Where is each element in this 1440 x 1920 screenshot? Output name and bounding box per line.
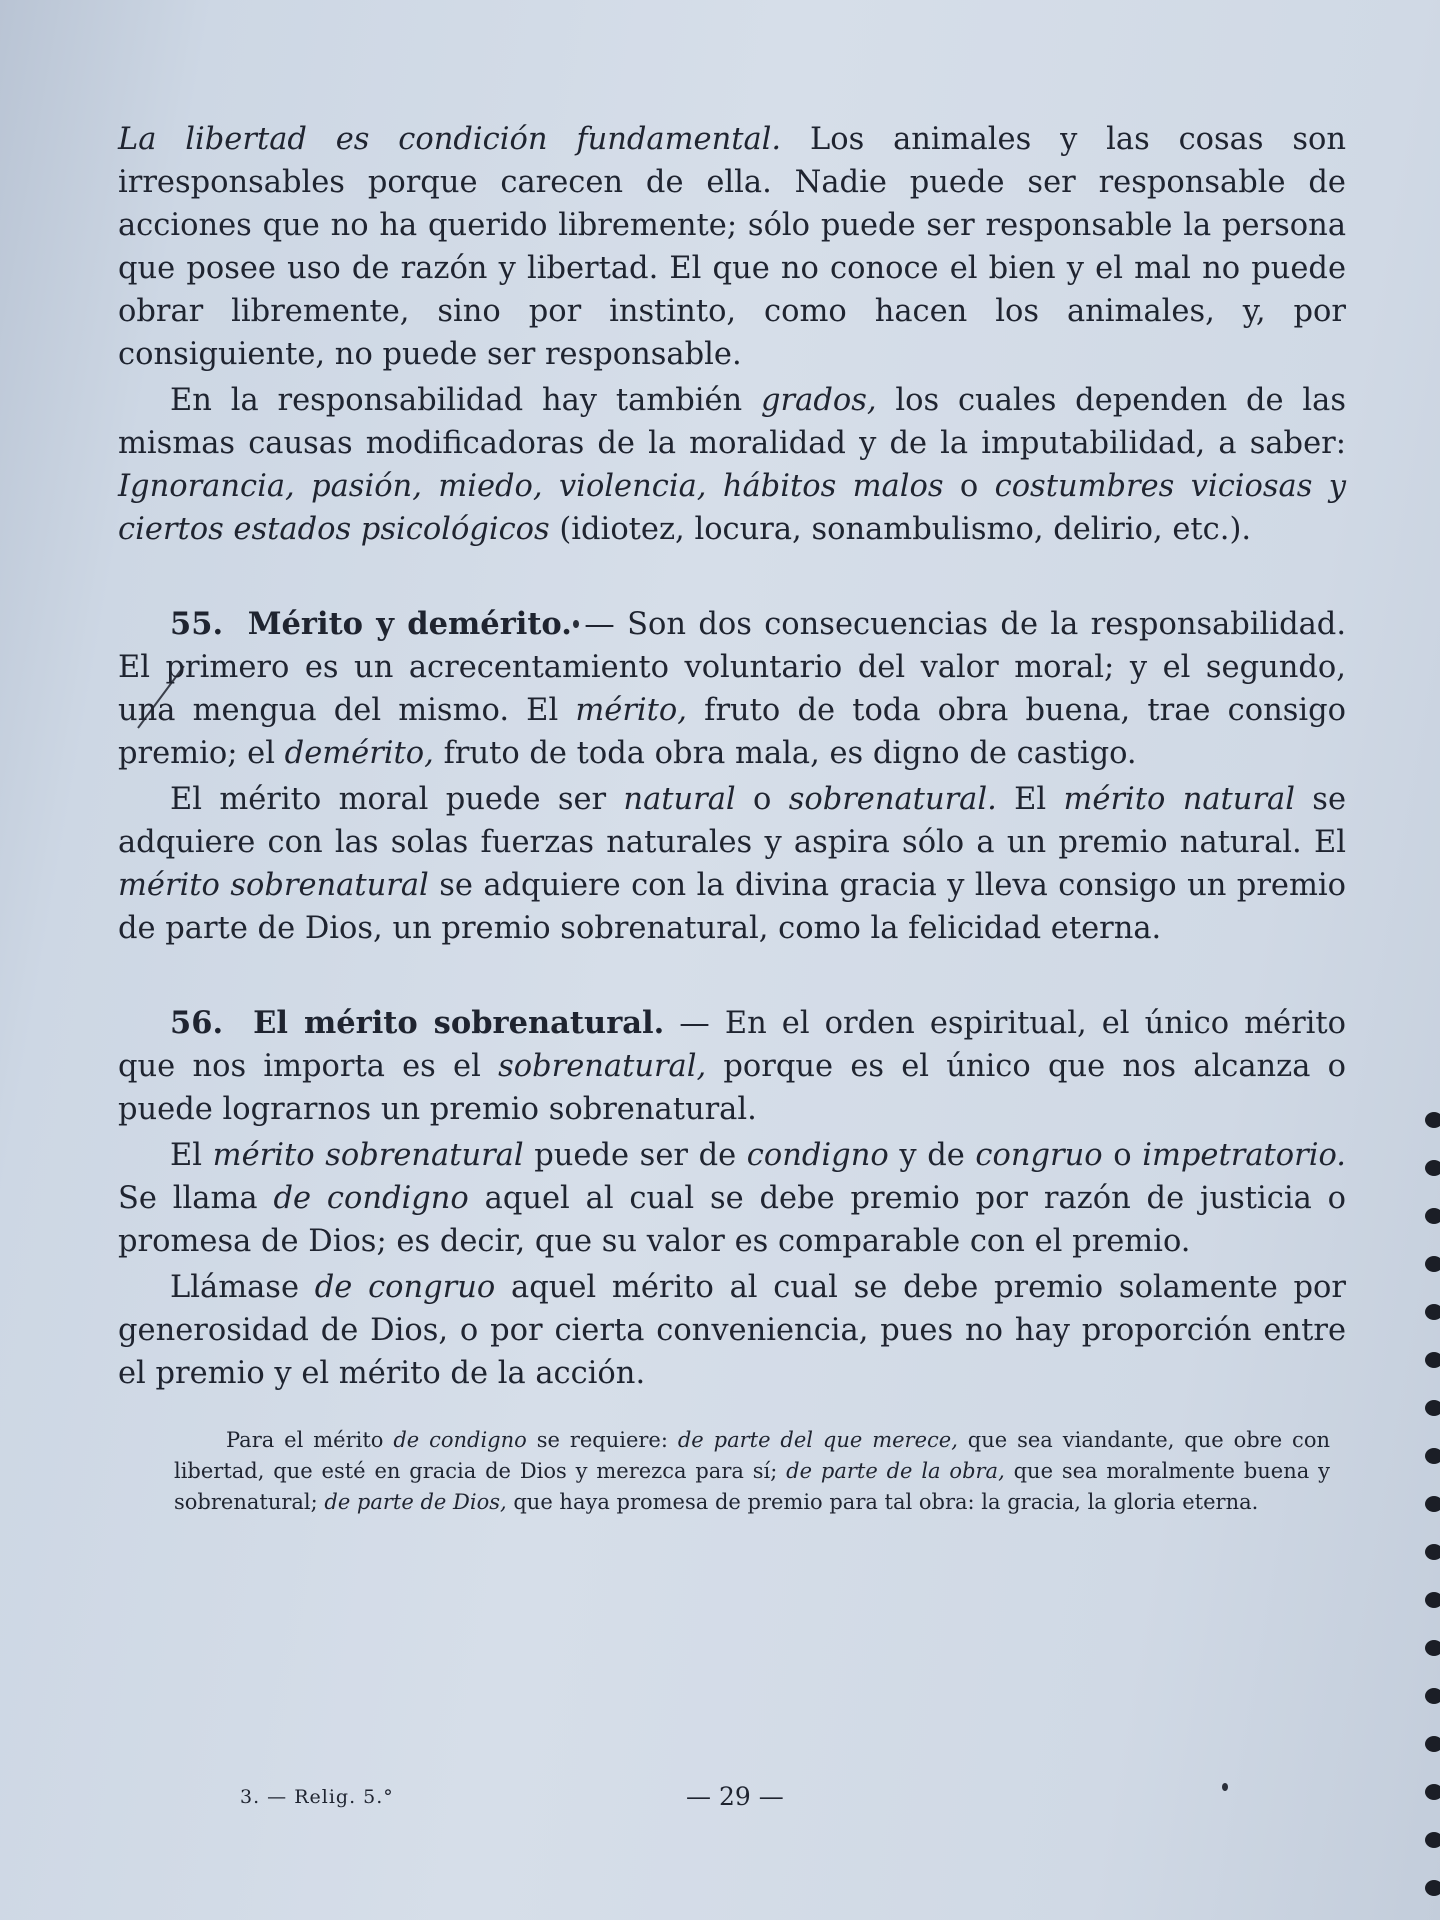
text-run: fruto de toda obra buena, trae consigo premio; el bbox=[118, 693, 1347, 771]
text-run: Los animales y las cosas son irresponsables porque carecen de ella. Nadie puede ser responsable de acciones que no ha querido libremente; sólo puede ser responsable la persona que posee uso de razón y libertad. El que no conoce el bien y el mal no puede obrar libremente, sino por instinto, como hacen los animales, y, por consiguiente, no puede ser responsable. bbox=[118, 122, 1347, 372]
text-run: porque es el único que nos alcanza o puede lograrnos un premio sobrenatural. bbox=[118, 1049, 1346, 1127]
page-number: — 29 — bbox=[686, 1782, 784, 1811]
italic-text: de parte de la obra, bbox=[786, 1459, 1005, 1483]
text-run: fruto de toda obra mala, es digno de castigo. bbox=[433, 736, 1137, 771]
section-55-title: Mérito y demérito. bbox=[247, 606, 572, 642]
italic-text: de condigno bbox=[273, 1181, 469, 1216]
footnote bbox=[118, 1425, 1346, 1518]
italic-text: mérito natural bbox=[1063, 782, 1295, 817]
section-56-first-paragraph bbox=[118, 1002, 1346, 1131]
italic-text: natural bbox=[623, 782, 736, 817]
text-run: (idiotez, locura, sonambulismo, delirio, etc.). bbox=[549, 512, 1252, 547]
paragraph-condigno bbox=[118, 1134, 1346, 1263]
text-run: En la responsabilidad hay también bbox=[170, 383, 762, 418]
text-run: aquel al cual se debe premio por razón de justicia o promesa de Dios; es decir, que su valor es comparable con el premio. bbox=[118, 1181, 1346, 1259]
italic-text: costumbres viciosas y ciertos estados psicológicos bbox=[118, 469, 1346, 547]
text-run: — Son dos consecuencias de la responsabilidad. El primero es un acrecentamiento voluntario del valor moral; y el segundo, una mengua del mismo. El bbox=[118, 607, 1347, 728]
italic-text: congruo bbox=[975, 1138, 1103, 1173]
text-run: se adquiere con las solas fuerzas naturales y aspira sólo a un premio natural. El bbox=[118, 782, 1346, 860]
italic-text: mérito, bbox=[575, 693, 687, 728]
text-run: o bbox=[943, 469, 995, 504]
section-56-title: El mérito sobrenatural. bbox=[253, 1005, 665, 1041]
main-text bbox=[118, 118, 1346, 1518]
text-run: El bbox=[170, 1138, 213, 1173]
italic-text: Ignorancia, pasión, miedo, violencia, hábitos malos bbox=[118, 469, 944, 504]
page-footer bbox=[0, 1782, 1440, 1822]
italic-text: de congruo bbox=[314, 1270, 496, 1305]
spiral-binding bbox=[1410, 1110, 1440, 1920]
italic-text: sobrenatural, bbox=[498, 1049, 707, 1084]
italic-text: de condigno bbox=[393, 1428, 527, 1452]
text-run: y de bbox=[888, 1138, 976, 1173]
section-56-number: 56. bbox=[170, 1005, 224, 1041]
italic-text: mérito sobrenatural bbox=[118, 868, 429, 903]
paragraph-merito-moral bbox=[118, 778, 1346, 950]
text-run: los cuales dependen de las mismas causas modificadoras de la moralidad y de la imputabilidad, a saber: bbox=[118, 383, 1346, 461]
paragraph-libertad bbox=[118, 118, 1346, 376]
text-run: se adquiere con la divina gracia y lleva consigo un premio de parte de Dios, un premio sobrenatural, como la felicidad eterna. bbox=[118, 868, 1346, 946]
italic-text: condigno bbox=[746, 1138, 889, 1173]
text-run: Llámase bbox=[170, 1270, 315, 1305]
text-run: — En el orden espiritual, el único mérito que nos importa es el bbox=[118, 1006, 1347, 1084]
signature-mark: 3. — Relig. 5.° bbox=[240, 1786, 394, 1808]
italic-text: La libertad es condición fundamental. bbox=[118, 122, 782, 157]
text-run: o bbox=[735, 782, 789, 817]
italic-text: sobrenatural. bbox=[788, 782, 997, 817]
text-run: El mérito moral puede ser bbox=[170, 782, 624, 817]
italic-text: demérito, bbox=[284, 736, 434, 771]
italic-text: grados, bbox=[761, 383, 877, 418]
text-run: aquel mérito al cual se debe premio solamente por generosidad de Dios, o por cierta conveniencia, pues no hay proporción entre el premio y el mérito de la acción. bbox=[118, 1270, 1346, 1391]
section-55-first-paragraph bbox=[118, 603, 1346, 775]
italic-text: impetratorio. bbox=[1142, 1138, 1346, 1173]
text-run: se requiere: bbox=[526, 1428, 678, 1452]
text-run: Se llama bbox=[118, 1181, 274, 1216]
text-run: El bbox=[996, 782, 1064, 817]
text-run: puede ser de bbox=[523, 1138, 747, 1173]
italic-text: de parte del que merece, bbox=[677, 1428, 958, 1452]
text-run: que sea moralmente buena y sobrenatural; bbox=[174, 1459, 1330, 1514]
italic-text: mérito sobrenatural bbox=[212, 1138, 524, 1173]
text-run: que sea viandante, que obre con libertad, que esté en gracia de Dios y merezca para sí; bbox=[174, 1428, 1330, 1483]
section-55-number: 55. bbox=[170, 606, 224, 642]
text-run: Para el mérito bbox=[226, 1428, 394, 1452]
paragraph-grados bbox=[118, 379, 1346, 551]
text-run: que haya promesa de premio para tal obra: la gracia, la gloria eterna. bbox=[506, 1490, 1259, 1514]
paragraph-congruo bbox=[118, 1266, 1346, 1395]
italic-text: de parte de Dios, bbox=[324, 1490, 507, 1514]
text-run: o bbox=[1102, 1138, 1143, 1173]
